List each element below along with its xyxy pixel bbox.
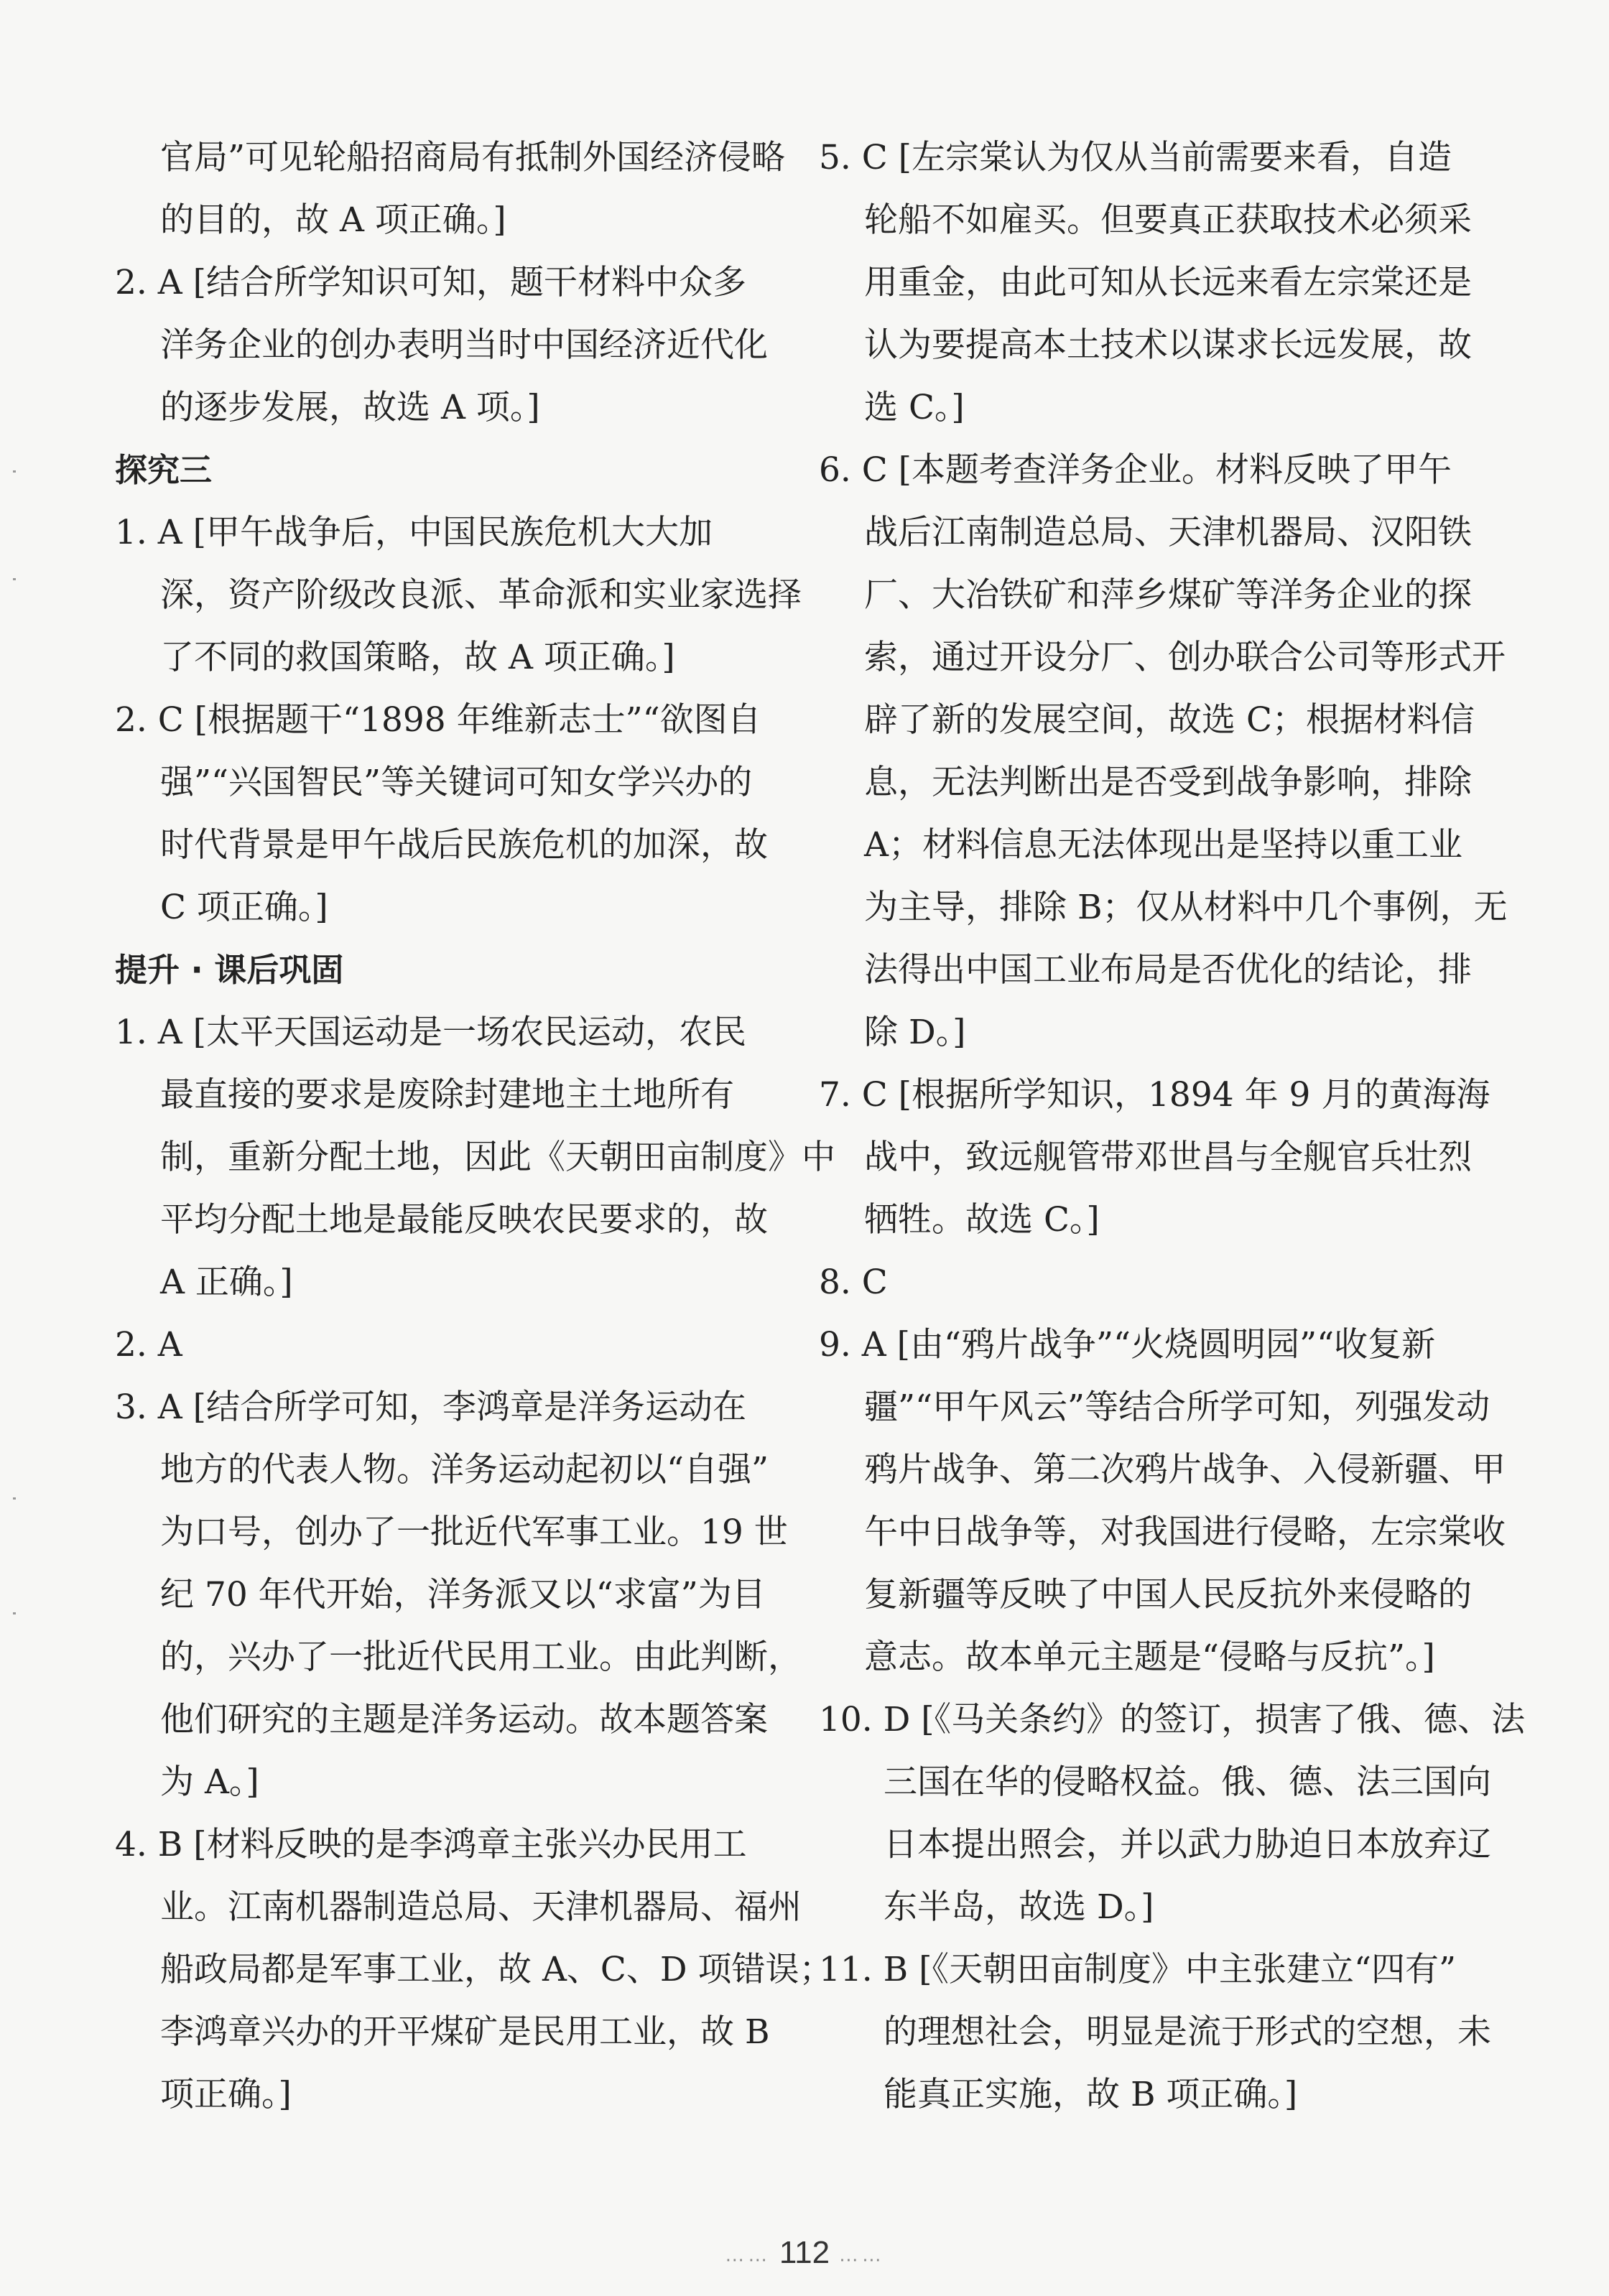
text-line: 洋务企业的创办表明当时中国经济近代化 (160, 325, 768, 365)
page-footer (0, 2235, 1609, 2271)
footer-dots-left: …… (724, 2243, 771, 2266)
text-line: 项正确。] (160, 2075, 292, 2114)
text-line: 意志。故本单元主题是“侵略与反抗”。] (864, 1637, 1435, 1677)
text-line: 除 D。] (864, 1013, 966, 1052)
page-number: 112 (779, 2235, 830, 2270)
text-line: 法得出中国工业布局是否优化的结论，排 (864, 950, 1472, 990)
text-line: 官局”可见轮船招商局有抵制外国经济侵略 (160, 138, 786, 177)
text-line: 战后江南制造总局、天津机器局、汉阳铁 (864, 513, 1472, 552)
answer-item: 5. C [左宗棠认为仅从当前需要来看，自造 (819, 138, 1452, 177)
footer-dots-right: …… (838, 2243, 885, 2266)
section-heading: 探究三 (115, 451, 213, 489)
left-column (115, 126, 835, 2126)
text-line: 选 C。] (864, 388, 965, 427)
answer-item: 11. B [《天朝田亩制度》中主张建立“四有” (819, 1950, 1457, 1989)
text-line: 能真正实施，故 B 项正确。] (884, 2075, 1298, 2114)
text-line: 为主导，排除 B；仅从材料中几个事例，无 (864, 888, 1508, 927)
text-line: 辟了新的发展空间，故选 C；根据材料信 (864, 700, 1475, 740)
text-line: 复新疆等反映了中国人民反抗外来侵略的 (864, 1575, 1472, 1614)
text-line: 的理想社会，明显是流于形式的空想，未 (884, 2012, 1491, 2052)
answer-item: 1. A [甲午战争后，中国民族危机大大加 (115, 513, 713, 552)
text-line: 厂、大冶铁矿和萍乡煤矿等洋务企业的探 (864, 575, 1472, 615)
answer-item: 9. A [由“鸦片战争”“火烧圆明园”“收复新 (819, 1325, 1436, 1365)
text-line: 制，重新分配土地，因此《天朝田亩制度》中 (160, 1138, 835, 1177)
text-line: A；材料信息无法体现出是坚持以重工业 (864, 825, 1462, 865)
text-line: 业。江南机器制造总局、天津机器局、福州 (160, 1887, 802, 1927)
text-line: 索，通过开设分厂、创办联合公司等形式开 (864, 638, 1506, 677)
answer-item: 3. A [结合所学可知，李鸿章是洋务运动在 (115, 1388, 746, 1427)
section-heading: 提升 · 课后巩固 (115, 951, 344, 989)
answer-item: 2. A [结合所学知识可知，题干材料中众多 (115, 263, 746, 302)
text-line: 纪 70 年代开始，洋务派又以“求富”为目 (160, 1575, 766, 1614)
answer-item: 2. A (115, 1325, 182, 1365)
text-line: 他们研究的主题是洋务运动。故本题答案 (160, 1700, 768, 1739)
text-line: 为 A。] (160, 1762, 259, 1802)
right-column (819, 126, 1526, 2126)
text-line: 地方的代表人物。洋务运动起初以“自强” (160, 1450, 769, 1489)
answer-item: 1. A [太平天国运动是一场农民运动，农民 (115, 1013, 746, 1052)
text-line: 的逐步发展，故选 A 项。] (160, 388, 540, 427)
text-line: 为口号，创办了一批近代军事工业。19 世 (160, 1512, 788, 1552)
text-line: C 项正确。] (160, 888, 328, 927)
text-line: 息，无法判断出是否受到战争影响，排除 (864, 763, 1472, 802)
text-line: 最直接的要求是废除封建地主土地所有 (160, 1075, 734, 1115)
answer-item: 6. C [本题考查洋务企业。材料反映了甲午 (819, 450, 1452, 490)
answer-item: 7. C [根据所学知识，1894 年 9 月的黄海海 (819, 1075, 1490, 1115)
text-line: 船政局都是军事工业，故 A、C、D 项错误； (160, 1950, 833, 1989)
text-line: 东半岛，故选 D。] (884, 1887, 1154, 1927)
scan-mark (13, 470, 16, 473)
answer-item: 2. C [根据题干“1898 年维新志士”“欲图自 (115, 700, 761, 740)
text-line: 三国在华的侵略权益。俄、德、法三国向 (884, 1762, 1491, 1802)
text-line: 战中，致远舰管带邓世昌与全舰官兵壮烈 (864, 1138, 1472, 1177)
text-line: 用重金，由此可知从长远来看左宗棠还是 (864, 263, 1472, 302)
scan-mark (13, 1612, 16, 1614)
answer-item: 8. C (819, 1263, 888, 1302)
text-line: 深，资产阶级改良派、革命派和实业家选择 (160, 575, 802, 615)
text-line: 了不同的救国策略，故 A 项正确。] (160, 638, 675, 677)
text-line: 强”“兴国智民”等关键词可知女学兴办的 (160, 763, 753, 802)
text-line: 轮船不如雇买。但要真正获取技术必须采 (864, 200, 1472, 240)
answer-item: 4. B [材料反映的是李鸿章主张兴办民用工 (115, 1825, 747, 1864)
text-line: 平均分配土地是最能反映农民要求的，故 (160, 1200, 768, 1240)
text-line: 的目的，故 A 项正确。] (160, 200, 506, 240)
text-line: A 正确。] (160, 1263, 293, 1302)
text-line: 午中日战争等，对我国进行侵略，左宗棠收 (864, 1512, 1506, 1552)
text-line: 牺牲。故选 C。] (864, 1200, 1100, 1240)
scan-mark (13, 1497, 16, 1500)
text-line: 李鸿章兴办的开平煤矿是民用工业，故 B (160, 2012, 770, 2052)
text-line: 的，兴办了一批近代民用工业。由此判断， (160, 1637, 802, 1677)
text-line: 鸦片战争、第二次鸦片战争、入侵新疆、甲 (864, 1450, 1506, 1489)
text-line: 疆”“甲午风云”等结合所学可知，列强发动 (864, 1388, 1490, 1427)
answer-item: 10. D [《马关条约》的签订，损害了俄、德、法 (819, 1700, 1526, 1739)
text-line: 时代背景是甲午战后民族危机的加深，故 (160, 825, 768, 865)
scan-mark (13, 578, 16, 580)
text-line: 日本提出照会，并以武力胁迫日本放弃辽 (884, 1825, 1491, 1864)
text-line: 认为要提高本土技术以谋求长远发展，故 (864, 325, 1472, 365)
